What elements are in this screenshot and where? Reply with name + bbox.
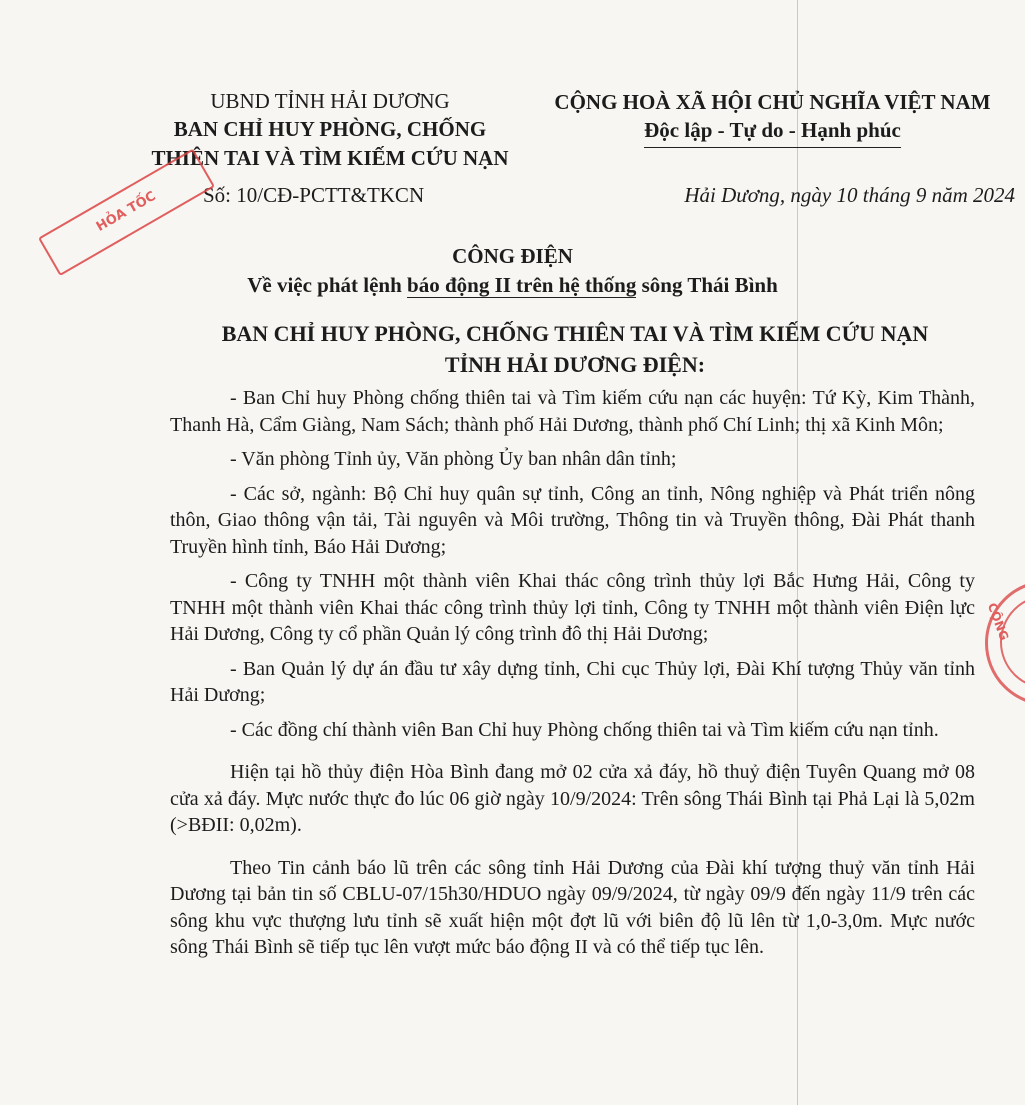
title-subject-pre: Về việc phát lệnh	[247, 273, 408, 297]
body-paragraph: Hiện tại hồ thủy điện Hòa Bình đang mở 02 cửa xả đáy, hồ thuỷ điện Tuyên Quang mở 08 cửa xả đáy. Mực nước thực đo lúc 06 giờ ngày 10/9/2024: Trên sông Thái Bình tại Phả Lại là 5,02m (>BĐII: 0,02m).	[170, 761, 975, 836]
title-subject-post: sông Thái Bình	[636, 273, 778, 297]
document-number: Số: 10/CĐ-PCTT&TKCN	[203, 183, 425, 207]
document-date: Hải Dương, ngày 10 tháng 9 năm 2024	[684, 183, 1015, 207]
official-seal-text: CỘNG	[984, 601, 1012, 643]
title-subject-underlined: báo động II trên hệ thống	[407, 273, 637, 297]
issuer-authority: UBND TỈNH HẢI DƯƠNG	[210, 89, 450, 113]
document-title	[0, 242, 1025, 300]
recipient-item: - Ban Chỉ huy Phòng chống thiên tai và Tìm kiếm cứu nạn các huyện: Tứ Kỳ, Kim Thành, Thanh Hà, Cẩm Giàng, Nam Sách; thành phố Hải Dương, thành phố Chí Linh; thị xã Kinh Môn;	[170, 387, 975, 436]
sender-line2: TỈNH HẢI DƯƠNG ĐIỆN:	[444, 352, 706, 377]
official-seal-ring	[1000, 595, 1025, 689]
body-paragraph: Theo Tin cảnh báo lũ trên các sông tỉnh Hải Dương của Đài khí tượng thuỷ văn tỉnh Hải Dương tại bản tin số CBLU-07/15h30/HDUO ngày 09/9/2024, từ ngày 09/9 đến ngày 11/9 trên các sông khu vực thượng lưu tỉnh sẽ xuất hiện một đợt lũ với biên độ lũ lên từ 1,0-3,0m. Mực nước sông Thái Bình sẽ tiếp tục lên vượt mức báo động II và có thể tiếp tục lên.	[170, 856, 975, 958]
recipient-item: - Các sở, ngành: Bộ Chỉ huy quân sự tỉnh, Công an tỉnh, Nông nghiệp và Phát triển nông thôn, Giao thông vận tải, Tài nguyên và Môi trường, Thông tin và Truyền thông, Đài Phát thanh Truyền hình tỉnh, Báo Hải Dương;	[170, 482, 975, 558]
recipient-item: - Văn phòng Tỉnh ủy, Văn phòng Ủy ban nhân dân tỉnh;	[230, 448, 677, 470]
national-header	[520, 88, 1025, 148]
national-motto: Độc lập - Tự do - Hạnh phúc	[644, 116, 901, 148]
national-title: CỘNG HOÀ XÃ HỘI CHỦ NGHĨA VIỆT NAM	[554, 90, 991, 114]
document-body	[170, 385, 975, 969]
sender-block	[155, 318, 995, 380]
recipient-item: - Các đồng chí thành viên Ban Chỉ huy Phòng chống thiên tai và Tìm kiếm cứu nạn tỉnh.	[230, 718, 939, 741]
issuer-name-line1: BAN CHỈ HUY PHÒNG, CHỐNG	[173, 117, 487, 141]
urgent-stamp-text: HỎA TỐC	[93, 188, 159, 235]
title-type: CÔNG ĐIỆN	[452, 244, 573, 268]
official-seal	[985, 580, 1025, 706]
title-subject	[0, 270, 1025, 300]
recipient-item: - Công ty TNHH một thành viên Khai thác công trình thủy lợi Bắc Hưng Hải, Công ty TNHH một thành viên Khai thác công trình thủy lợi tỉnh, Công ty TNHH một thành viên Điện lực Hải Dương, Công ty cổ phần Quản lý công trình đô thị Hải Dương;	[170, 570, 975, 645]
sender-line1: BAN CHỈ HUY PHÒNG, CHỐNG THIÊN TAI VÀ TÌM KIẾM CỨU NẠN	[221, 321, 929, 346]
issuer-name-line2: THIÊN TAI VÀ TÌM KIẾM CỨU NẠN	[151, 146, 509, 170]
recipient-item: - Ban Quản lý dự án đầu tư xây dựng tỉnh, Chi cục Thủy lợi, Đài Khí tượng Thủy văn tỉnh Hải Dương;	[170, 657, 975, 706]
